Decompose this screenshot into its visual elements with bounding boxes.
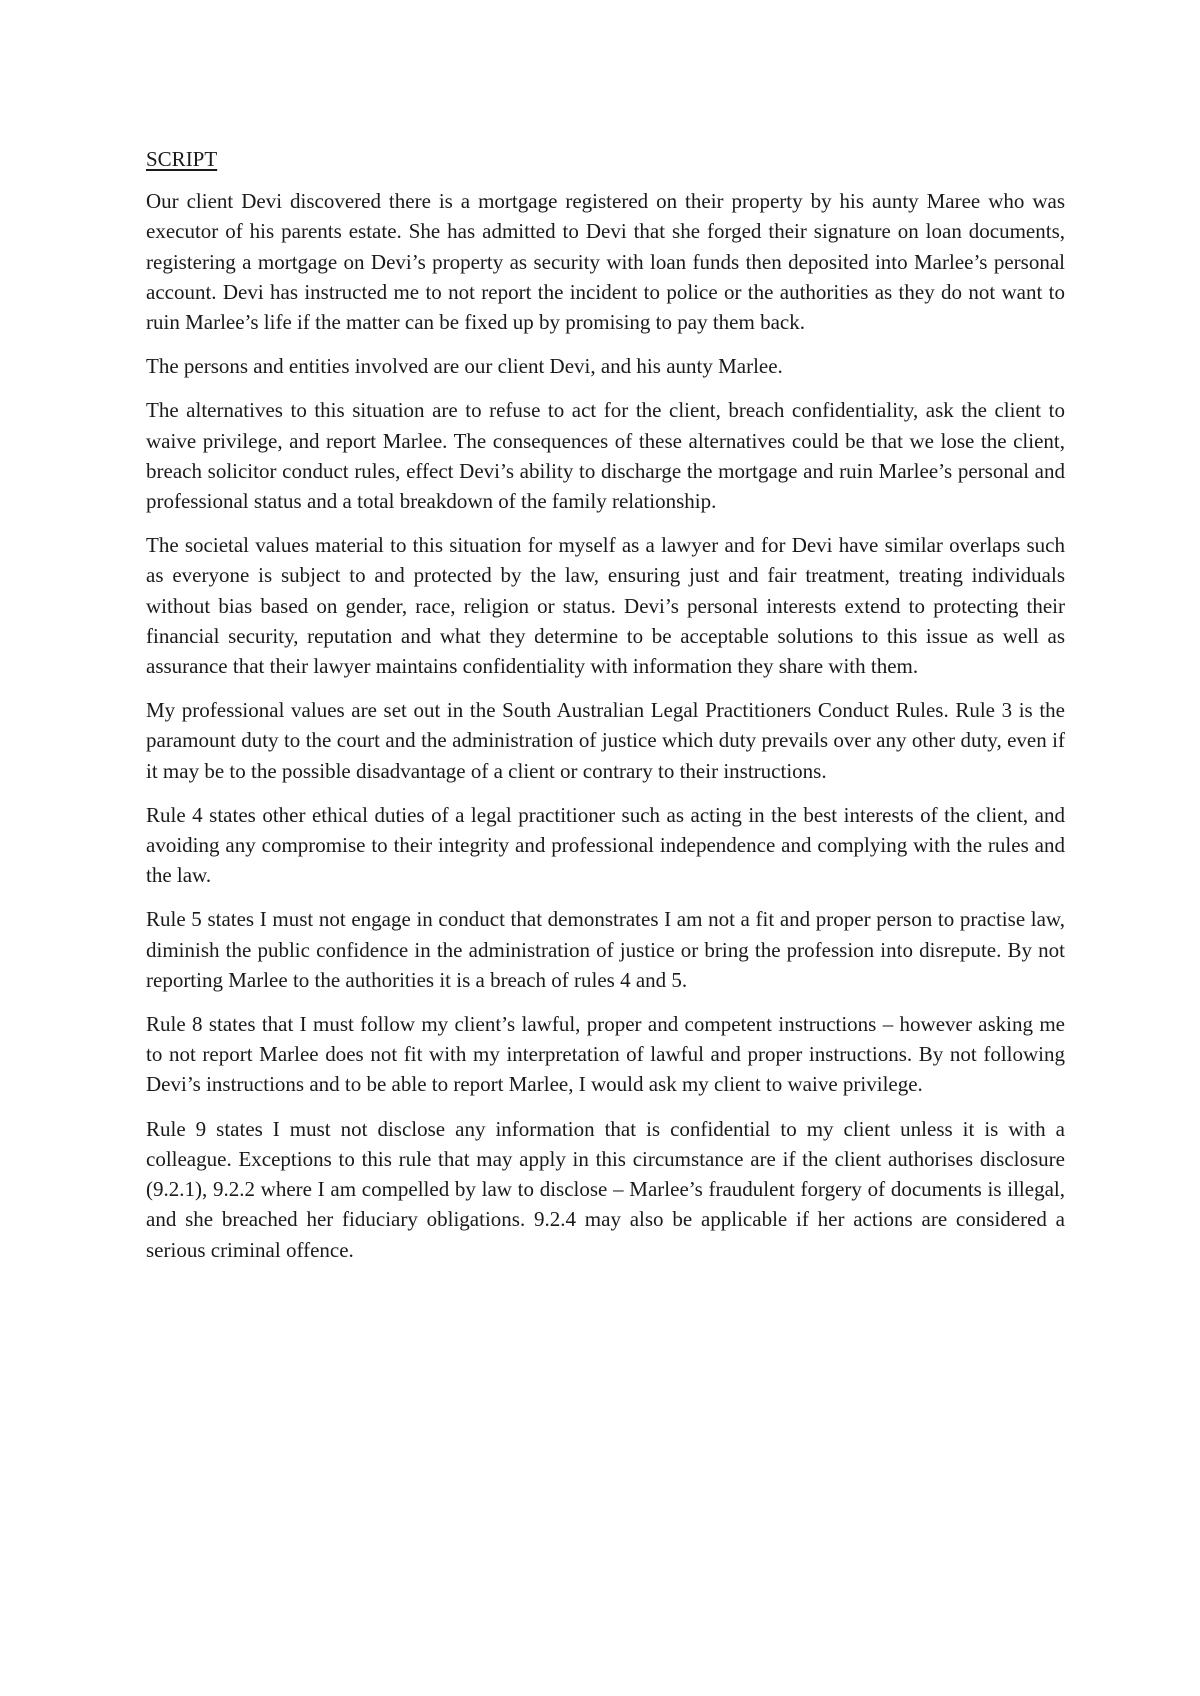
- paragraph-societal-values: The societal values material to this situation for myself as a lawyer and for Devi have similar overlaps such as everyone is subject to and protected by the law, ensuring just and fair treatment, treating individuals without bias based on gender, race, religion or status. Devi’s personal interests extend to protecting their financial security, reputation and what they determine to be acceptable solutions to this issue as well as assurance that their lawyer maintains confidentiality with information they share with them.: [146, 533, 1065, 679]
- paragraph-rule-8: Rule 8 states that I must follow my client’s lawful, proper and competent instructions – however asking me to not report Marlee does not fit with my interpretation of lawful and proper instructions. By not following Devi’s instructions and to be able to report Marlee, I would ask my client to waive privilege.: [146, 1012, 1065, 1097]
- paragraph-professional-values: My professional values are set out in the South Australian Legal Practitioners Conduct Rules. Rule 3 is the paramount duty to the court and the administration of justice which duty prevails over any other duty, even if it may be to the possible disadvantage of a client or contrary to their instructions.: [146, 698, 1065, 783]
- paragraph-alternatives: The alternatives to this situation are to refuse to act for the client, breach confidentiality, ask the client to waive privilege, and report Marlee. The consequences of these alternatives could be that we lose the client, breach solicitor conduct rules, effect Devi’s ability to discharge the mortgage and ruin Marlee’s personal and professional status and a total breakdown of the family relationship.: [146, 398, 1065, 514]
- document-title: SCRIPT: [146, 147, 218, 171]
- paragraph-persons: The persons and entities involved are our client Devi, and his aunty Marlee.: [146, 354, 783, 379]
- paragraph-rule-5: Rule 5 states I must not engage in conduct that demonstrates I am not a fit and proper person to practise law, diminish the public confidence in the administration of justice or bring the profession into disrepute. By not reporting Marlee to the authorities it is a breach of rules 4 and 5.: [146, 907, 1065, 992]
- document-body: [146, 144, 1065, 1279]
- paragraph-rule-4: Rule 4 states other ethical duties of a legal practitioner such as acting in the best interests of the client, and avoiding any compromise to their integrity and professional independence and complying with the rules and the law.: [146, 802, 1065, 888]
- paragraph-facts: Our client Devi discovered there is a mortgage registered on their property by his aunty Maree who was executor of his parents estate. She has admitted to Devi that she forged their signature on loan documents, registering a mortgage on Devi’s property as security with loan funds then deposited into Marlee’s personal account. Devi has instructed me to not report the incident to police or the authorities as they do not want to ruin Marlee’s life if the matter can be fixed up by promising to pay them back.: [146, 189, 1065, 335]
- paragraph-rule-9: Rule 9 states I must not disclose any information that is confidential to my client unless it is with a colleague. Exceptions to this rule that may apply in this circumstance are if the client authorises disclosure (9.2.1), 9.2.2 where I am compelled by law to disclose – Marlee’s fraudulent forgery of documents is illegal, and she breached her fiduciary obligations. 9.2.4 may also be applicable if her actions are considered a serious criminal offence.: [146, 1116, 1065, 1262]
